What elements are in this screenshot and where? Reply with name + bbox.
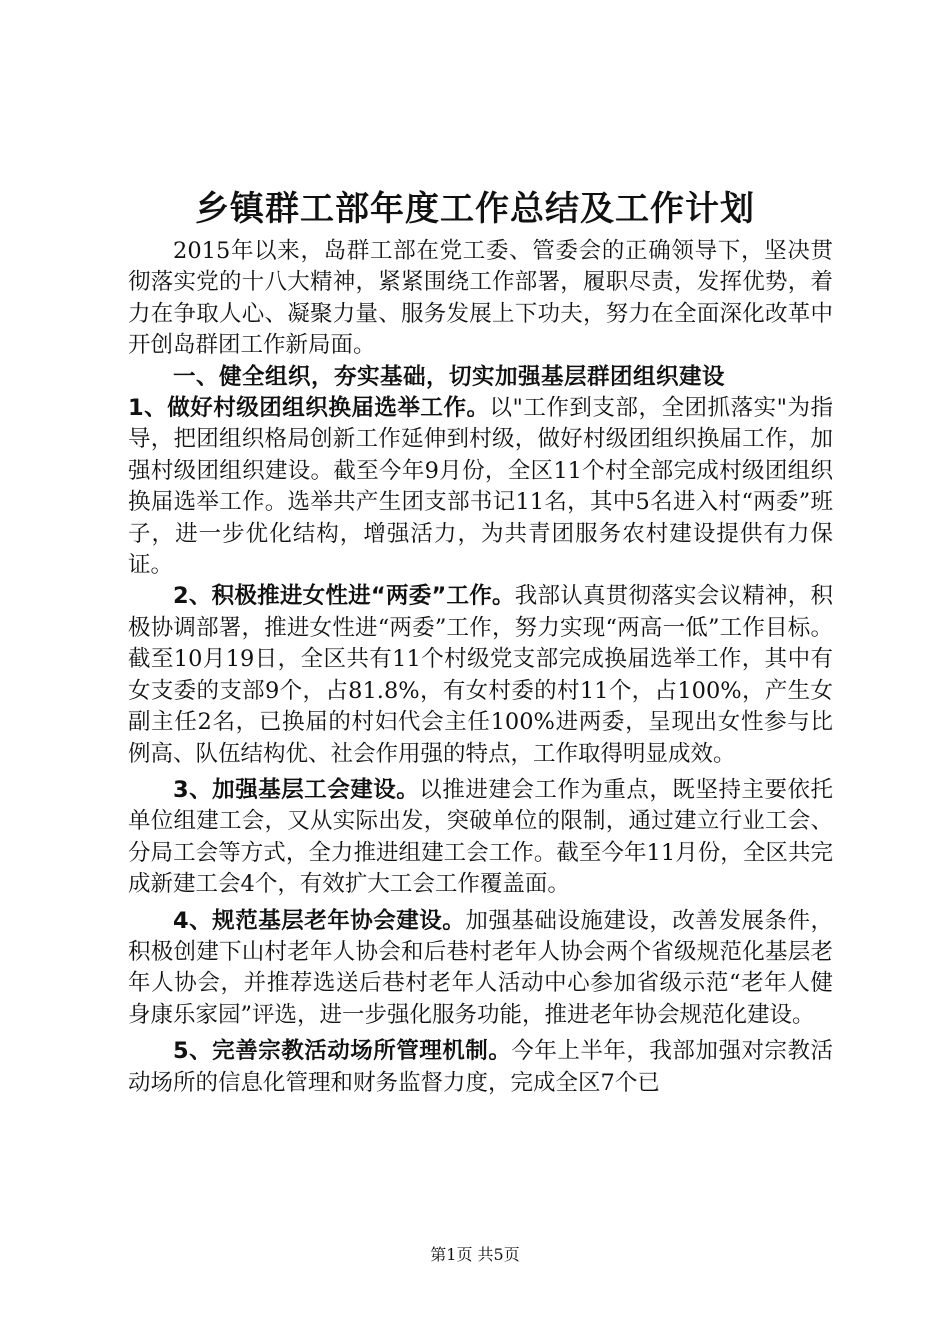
item-lead: 5、完善宗教活动场所管理机制。 — [173, 1038, 512, 1065]
item-lead: 3、加强基层工会建设。 — [173, 776, 420, 803]
section-heading: 一、健全组织，夯实基础，切实加强基层群团组织建设 — [173, 363, 726, 390]
item-text: 加强基础设施建设，改善发展条件，积极创建下山村老年人协会和后巷村老年人协会两个省级规范化基层老年人协会，并推荐选送后巷村老年人活动中心参加省级示范“老年人健身康乐家园”评选，进一步强化服务功能，推进老年协会规范化建设。 — [128, 907, 833, 1028]
paragraph-item-2 — [128, 581, 833, 769]
item-text: 以推进建会工作为重点，既坚持主要依托单位组建工会，又从实际出发，突破单位的限制，通过建立行业工会、分局工会等方式，全力推进组建工会工作。截至今年11月份，全区共完成新建工会4个，有效扩大工会工作覆盖面。 — [128, 776, 833, 898]
paragraph-item-3 — [128, 775, 833, 901]
paragraph-item-4 — [128, 906, 833, 1032]
intro-paragraph: 2015年以来，岛群工部在党工委、管委会的正确领导下，坚决贯彻落实党的十八大精神，紧紧围绕工作部署，履职尽责，发挥优势，着力在争取人心、凝聚力量、服务发展上下功夫，努力在全面深化改革中开创岛群团工作新局面。 — [128, 238, 833, 359]
item-text: 以"工作到支部，全团抓落实"为指导，把团组织格局创新工作延伸到村级，做好村级团组织换届工作，加强村级团组织建设。截至今年9月份，全区11个村全部完成村级团组织换届选举工作。选举共产生团支部书记11名，其中5名进入村“两委”班子，进一步优化结构，增强活力，为共青团服务农村建设提供有力保证。 — [128, 395, 834, 579]
document-title: 乡镇群工部年度工作总结及工作计划 — [195, 189, 755, 229]
item-lead: 2、积极推进女性进“两委”工作。 — [173, 583, 515, 610]
document-body — [128, 236, 833, 1099]
item-lead: 4、规范基层老年协会建设。 — [173, 907, 466, 934]
paragraph-item-1 — [128, 393, 833, 581]
paragraph-item-5 — [128, 1036, 833, 1099]
item-text: 今年上半年，我部加强对宗教活动场所的信息化管理和财务监督力度，完成全区7个已 — [128, 1038, 833, 1096]
item-lead: 1、做好村级团组织换届选举工作。 — [128, 395, 490, 422]
page-footer: 第1页 共5页 — [430, 1245, 520, 1264]
item-text: 我部认真贯彻落实会议精神，积极协调部署，推进女性进“两委”工作，努力实现“两高一低”工作目标。截至10月19日，全区共有11个村级党支部完成换届选举工作，其中有女支委的支部9个，占81.8%，有女村委的村11个，占100%，产生女副主任2名，已换届的村妇代会主任100%进两委，呈现出女性参与比例高、队伍结构优、社会作用强的特点，工作取得明显成效。 — [128, 583, 833, 767]
